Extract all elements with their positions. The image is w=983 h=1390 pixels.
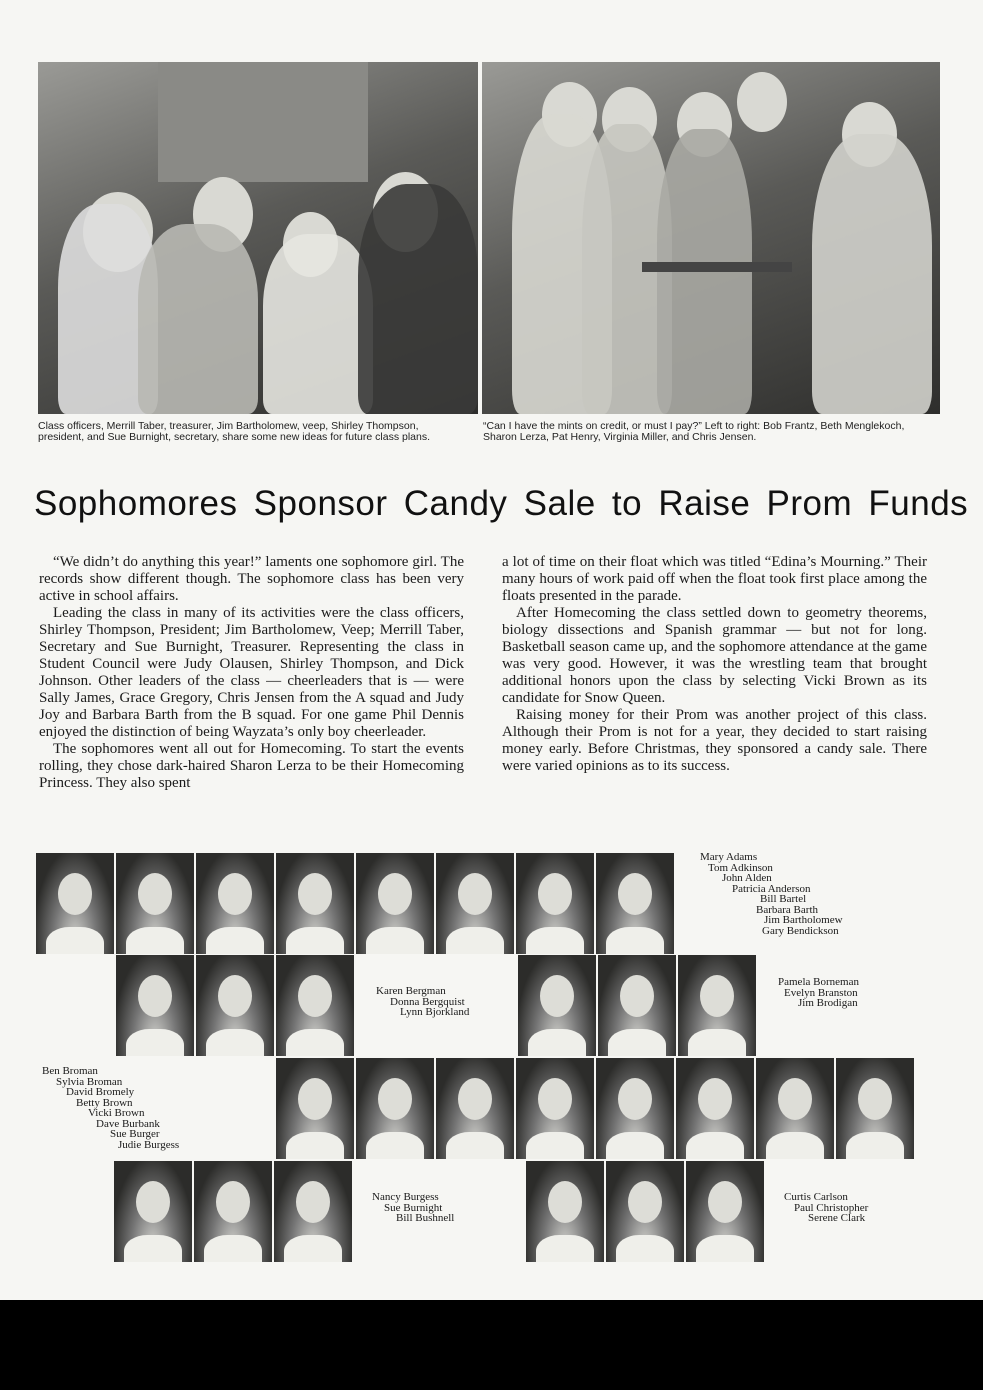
student-name: Donna Bergquist bbox=[390, 995, 465, 1008]
student-name: Evelyn Branston bbox=[784, 986, 858, 999]
student-name: Sue Burnight bbox=[384, 1201, 443, 1214]
portrait bbox=[194, 1161, 272, 1262]
names-row-4a bbox=[372, 1191, 455, 1224]
student-name: Gary Bendickson bbox=[762, 924, 839, 937]
portrait bbox=[516, 853, 594, 954]
portrait bbox=[436, 853, 514, 954]
student-name: Jim Brodigan bbox=[798, 997, 858, 1009]
portrait bbox=[756, 1058, 834, 1159]
names-row-1 bbox=[700, 851, 843, 937]
student-name: Karen Bergman bbox=[376, 985, 446, 997]
portrait bbox=[36, 853, 114, 954]
student-name: Sylvia Broman bbox=[56, 1075, 123, 1088]
student-name: Serene Clark bbox=[808, 1212, 866, 1224]
portrait bbox=[516, 1058, 594, 1159]
desk bbox=[642, 262, 792, 382]
portrait bbox=[836, 1058, 914, 1159]
portrait bbox=[356, 853, 434, 954]
student-name: Judie Burgess bbox=[118, 1138, 180, 1151]
class-officers-photo bbox=[38, 62, 478, 414]
names-row-3 bbox=[42, 1065, 180, 1151]
portrait bbox=[114, 1161, 192, 1262]
portrait bbox=[436, 1058, 514, 1159]
portrait bbox=[676, 1058, 754, 1159]
student-name: Tom Adkinson bbox=[708, 861, 773, 874]
paragraph: Raising money for their Prom was another project of this class. Although their Prom is not for a year, they decided to start raising money early. Before Christmas, they sponsored a candy sale. There were varied opinions as to its success. bbox=[502, 707, 927, 774]
student-name: Jim Bartholomew bbox=[764, 914, 843, 926]
portrait bbox=[276, 853, 354, 954]
names-row-2b bbox=[778, 977, 859, 1009]
portrait bbox=[606, 1161, 684, 1262]
portrait bbox=[276, 1058, 354, 1159]
portrait bbox=[598, 955, 676, 1056]
names-row-2a bbox=[376, 985, 470, 1018]
names-row-4b bbox=[784, 1191, 869, 1224]
candy-sale-photo bbox=[482, 62, 940, 414]
paragraph: a lot of time on their float which was titled “Edina’s Mourning.” Their many hours of work paid off when the float took first place among the floats presented in the parade. bbox=[502, 554, 927, 604]
student-name: Curtis Carlson bbox=[784, 1191, 848, 1203]
student-name: Patricia Anderson bbox=[732, 882, 811, 895]
portrait bbox=[196, 853, 274, 954]
portrait bbox=[686, 1161, 764, 1262]
student-name: Bill Bushnell bbox=[396, 1212, 455, 1224]
paragraph: The sophomores went all out for Homecoming. To start the events rolling, they chose dark-haired Sharon Lerza to be their Homecoming Princess. They also spent bbox=[39, 741, 464, 791]
portrait bbox=[356, 1058, 434, 1159]
article-right-column bbox=[502, 554, 927, 775]
student-name: Pamela Borneman bbox=[778, 976, 859, 988]
left-photo-caption: Class officers, Merrill Taber, treasurer, Jim Bartholomew, veep, Shirley Thompson, president, and Sue Burnight, secretary, share some new ideas for future class plans. bbox=[38, 420, 431, 443]
portrait bbox=[518, 955, 596, 1056]
portrait bbox=[596, 1058, 674, 1159]
student-name: David Bromely bbox=[66, 1086, 135, 1098]
portrait bbox=[596, 853, 674, 954]
portrait bbox=[116, 853, 194, 954]
portrait bbox=[276, 955, 354, 1056]
article-left-column bbox=[39, 554, 464, 792]
student-name: Paul Christopher bbox=[794, 1201, 869, 1214]
student-name: Lynn Bjorkland bbox=[400, 1006, 470, 1018]
student-name: Ben Broman bbox=[42, 1065, 98, 1077]
student-name: John Alden bbox=[722, 872, 772, 884]
portrait bbox=[196, 955, 274, 1056]
paragraph: Leading the class in many of its activities were the class officers, Shirley Thompson, President; Jim Bartholomew, Veep; Merrill Taber, Secretary and Sue Burnight, Treasurer. Representing the class in Student Council were Judy Olausen, Shirley Thompson, and Dick Johnson. Other leaders of the class — cheerleaders that is — were Sally James, Grace Gregory, Chris Jensen from the A squad and Judy Joy and Barbara Barth from the B squad. For one game Phil Dennis enjoyed the distinction of being Wayzata’s only boy cheerleader. bbox=[39, 605, 464, 740]
student-name: Nancy Burgess bbox=[372, 1191, 439, 1203]
student-name: Vicki Brown bbox=[88, 1107, 145, 1119]
right-photo-caption: “Can I have the mints on credit, or must I pay?” Left to right: Bob Frantz, Beth Menglekoch, Sharon Lerza, Pat Henry, Virginia Miller, and Chris Jensen. bbox=[483, 420, 905, 443]
bulletin-board bbox=[158, 62, 368, 182]
portrait bbox=[274, 1161, 352, 1262]
headline: Sophomores Sponsor Candy Sale to Raise Prom Funds bbox=[34, 484, 969, 523]
student-name: Mary Adams bbox=[700, 851, 758, 863]
portrait bbox=[116, 955, 194, 1056]
student-name: Betty Brown bbox=[76, 1096, 133, 1109]
student-name: Dave Burbank bbox=[96, 1117, 160, 1130]
student-name: Bill Bartel bbox=[760, 893, 807, 905]
portrait bbox=[678, 955, 756, 1056]
student-name: Barbara Barth bbox=[756, 903, 818, 916]
paragraph: After Homecoming the class settled down to geometry theorems, biology dissections and Spanish grammar — but not for long. Basketball season came up, and the sophomore attendance at the game was very good. However, it was the wrestling team that brought additional honors upon the class by selecting Vicki Brown as its candidate for Snow Queen. bbox=[502, 605, 927, 706]
paragraph: “We didn’t do anything this year!” laments one sophomore girl. The records show different though. The sophomore class has been very active in school affairs. bbox=[39, 554, 464, 604]
portrait bbox=[526, 1161, 604, 1262]
student-name: Sue Burger bbox=[110, 1128, 160, 1140]
